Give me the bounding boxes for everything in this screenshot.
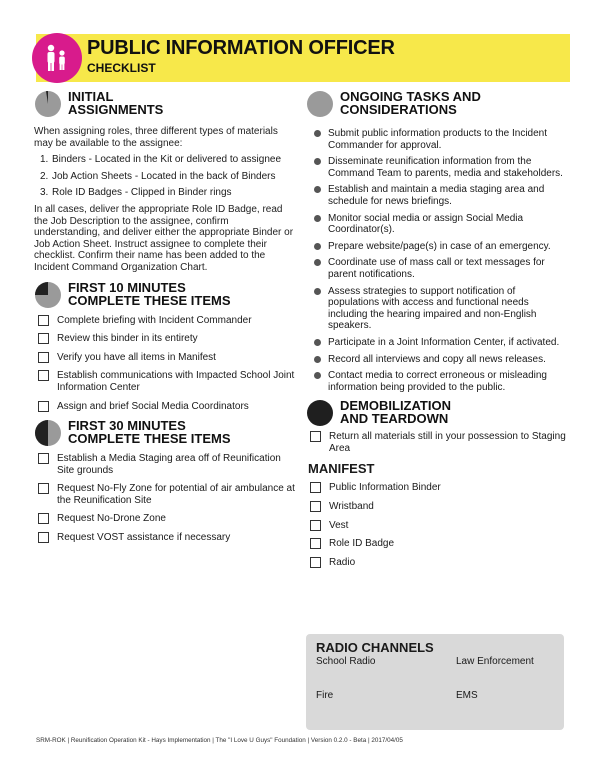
checklist-item: Verify you have all items in Manifest [34,352,296,364]
checkbox[interactable] [38,333,49,344]
section-title: CONSIDERATIONS [340,102,457,117]
bullet-item: Monitor social media or assign Social Media Coordinator(s). [306,213,568,236]
checkbox[interactable] [310,501,321,512]
checkbox[interactable] [38,532,49,543]
bullet-item: Coordinate use of mass call or text messages for parent notifications. [306,257,568,280]
bullet-icon [314,158,321,165]
initial-assignments-heading [34,90,296,118]
bullet-icon [314,243,321,250]
bullet-icon [314,372,321,379]
first30-heading [34,419,296,447]
bullet-item: Assess strategies to support notification of populations with access and functional needs including the hearing impaired and non-English speakers. [306,286,568,332]
checklist-item: Request No-Drone Zone [34,513,296,525]
radio-channel-school: School Radio [316,656,376,667]
pie-quarter-icon [34,90,62,118]
page-title: PUBLIC INFORMATION OFFICER [87,37,395,59]
right-column [306,90,568,575]
bullet-icon [314,339,321,346]
checklist-item: Request VOST assistance if necessary [34,532,296,544]
initial-closing: In all cases, deliver the appropriate Role ID Badge, read the Job Description to the assignee, confirm understanding, and deliver either the appropriate Binder or Job Action Sheet. Instruct assignee to complete their checklist. Confirm their name has been added to the Incident Command Organization Chart. [34,203,294,273]
list-item: 3. Role ID Badges - Clipped in Binder rings [40,187,232,199]
section-title: FIRST 10 MINUTES [68,279,186,295]
section-title: COMPLETE THESE ITEMS [68,292,231,308]
family-icon [32,33,82,83]
checklist-item: Establish communications with Impacted School Joint Information Center [34,370,296,393]
checkbox[interactable] [38,352,49,363]
demob-heading [306,399,568,427]
checkbox[interactable] [310,482,321,493]
list-item: 1. Binders - Located in the Kit or delivered to assignee [40,154,282,166]
initial-list [34,154,296,199]
section-title: ONGOING TASKS AND [340,89,481,104]
checkbox[interactable] [38,483,49,494]
bullet-icon [314,215,321,222]
bullet-item: Participate in a Joint Information Center, if activated. [306,337,568,349]
pie-gray-icon [306,90,334,118]
radio-channels-title: RADIO CHANNELS [316,640,434,655]
checklist-item: Complete briefing with Incident Commander [34,315,296,327]
checkbox[interactable] [310,520,321,531]
checkbox[interactable] [38,370,49,381]
radio-channels-panel [306,634,564,730]
bullet-item: Prepare website/page(s) in case of an emergency. [306,241,568,253]
checkbox[interactable] [38,401,49,412]
section-title: INITIAL [68,89,114,104]
pie-full-icon [306,399,334,427]
manifest-item: Public Information Binder [306,482,568,494]
checkbox[interactable] [38,453,49,464]
manifest-item: Vest [306,520,568,532]
radio-channel-ems: EMS [456,690,478,701]
manifest-item: Role ID Badge [306,538,568,550]
checkbox[interactable] [310,538,321,549]
bullet-icon [314,356,321,363]
section-title: ASSIGNMENTS [68,102,164,117]
ongoing-heading [306,90,568,118]
checkbox[interactable] [310,557,321,568]
bullet-icon [314,288,321,295]
section-title: COMPLETE THESE ITEMS [68,431,231,447]
list-item: 2. Job Action Sheets - Located in the back of Binders [40,170,276,182]
checklist-item: Request No-Fly Zone for potential of air ambulance at the Reunification Site [34,483,296,506]
pie-quarter-icon [34,281,62,309]
page-subtitle: CHECKLIST [87,61,156,75]
checkbox[interactable] [38,513,49,524]
radio-channel-fire: Fire [316,690,334,701]
section-title: FIRST 30 MINUTES [68,418,186,434]
checkbox[interactable] [38,315,49,326]
left-column [34,90,296,551]
page-footer: SRM-ROK | Reunification Operation Kit - Hays Implementation | The "I Love U Guys" Foundation | Version 0.2.0 - Beta | 2017/04/05 [36,737,403,744]
checkbox[interactable] [310,431,321,442]
bullet-item: Record all interviews and copy all news releases. [306,354,568,366]
section-title: DEMOBILIZATION [340,398,451,414]
first10-heading [34,281,296,309]
section-title: AND TEARDOWN [340,411,449,427]
bullet-icon [314,130,321,137]
bullet-icon [314,186,321,193]
manifest-item: Radio [306,557,568,569]
bullet-icon [314,259,321,266]
bullet-item: Submit public information products to the Incident Commander for approval. [306,128,568,151]
checklist-item: Establish a Media Staging area off of Reunification Site grounds [34,453,296,476]
manifest-item: Wristband [306,501,568,513]
radio-channel-law: Law Enforcement [456,656,534,667]
checklist-item: Assign and brief Social Media Coordinators [34,401,296,413]
initial-intro: When assigning roles, three different types of materials may be available to the assignee: [34,126,278,149]
checklist-item: Return all materials still in your possession to Staging Area [306,431,568,454]
bullet-item: Establish and maintain a media staging area and schedule for news briefings. [306,184,568,207]
checklist-item: Review this binder in its entirety [34,333,296,345]
bullet-item: Disseminate reunification information from the Command Team to parents, media and stakeholders. [306,156,568,179]
bullet-item: Contact media to correct erroneous or misleading information being provided to the public. [306,370,568,393]
manifest-title: MANIFEST [308,461,375,477]
pie-half-icon [34,419,62,447]
